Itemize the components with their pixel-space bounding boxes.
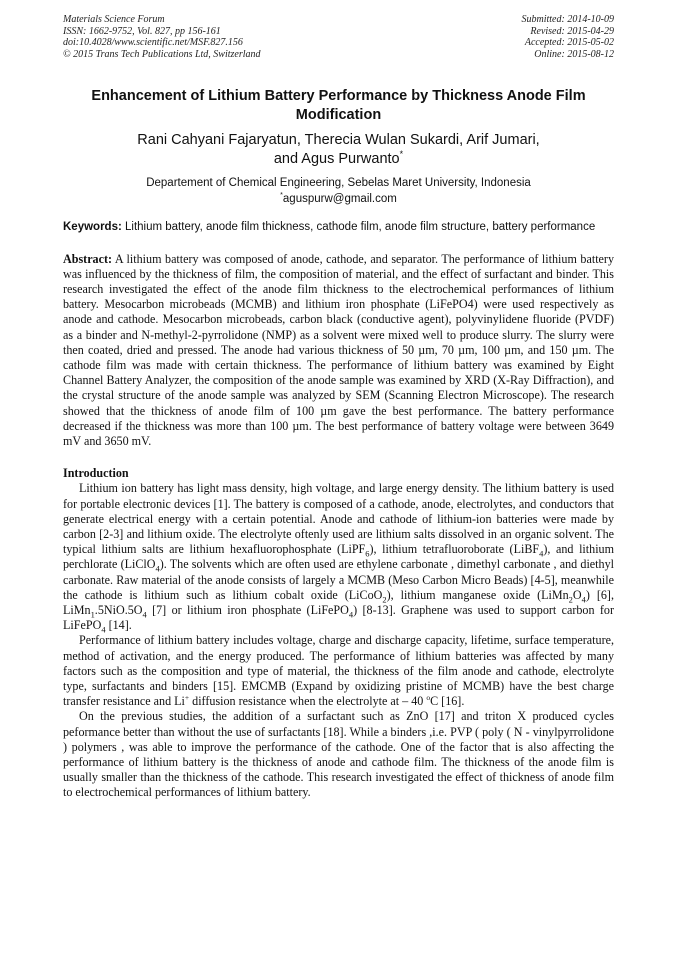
journal-name: Materials Science Forum bbox=[63, 14, 165, 25]
p1-sub-8: 4 bbox=[142, 609, 147, 620]
p1-text-11: [14]. bbox=[105, 618, 132, 633]
authors-line-1: Rani Cahyani Fajaryatun, Therecia Wulan Sukardi, Arif Jumari, bbox=[137, 132, 540, 148]
abstract bbox=[63, 252, 614, 450]
journal-issn: ISSN: 1662-9752, Vol. 827, pp 156-161 bbox=[63, 25, 221, 37]
keywords bbox=[63, 220, 614, 236]
p2-text-1: Performance of lithium battery includes voltage, charge and discharge capacity, lifetime, surface temperature, method of activation, and the energy produced. The performance of lithium batteries was affected by many factors such as the composition and type of material, the thickness of the film anode and cathode, electrolyte type, surfactants and binders [15]. EMCMB (Expand by oxidizing pristine of MCMB) have the best charge transfer resistance and Li bbox=[63, 633, 614, 709]
introduction-body bbox=[63, 481, 614, 800]
p1-sub-3: 4 bbox=[155, 563, 160, 574]
p1-text-3: ), and lithium perchlorate (LiClO bbox=[63, 542, 615, 572]
p1-text-6: O bbox=[572, 587, 582, 602]
journal-doi: doi:10.4028/www.scientific.net/MSF.827.156 bbox=[63, 37, 243, 48]
abstract-text: A lithium battery was composed of anode, cathode, and separator. The performance of lithium battery was influenced by the thickness of film, the composition of material, and the effect of surfactant and binder. This research investigated the effect of the anode film thickness to the electrochemical performances of lithium battery. Mesocarbon microbeads (MCMB) and lithium iron phosphate (LiFePO4) were used respectively as anode and cathode. Mesocarbon microbeads, carbon black (conductive agent), polyvinylidene fluoride (PVDF) as a binder and N-methyl-2-pyrrolidone (NMP) as a solvent were mixed well to produce slurry. The slurry were then coated, dried and pressed. The anode had various thickness of 50 µm, 70 µm, 100 µm, and 150 µm. The cathode film was made with certain thickness. The performance of lithium battery was examined by Eight Channel Battery Analyzer, the composition of the anode sample was examined by XRD (X-Ray Diffraction), and the crystal structure of the anode sample was analyzed by SEM (Scanning Electron Microscope). The research showed that the thickness of anode film of 100 µm gave the best performance. The battery performance decreased if the thickness was more than 100 µm. The best performance of battery voltage were between 3649 mV and 3650 mV. bbox=[63, 251, 614, 448]
date-revised: Revised: 2015-04-29 bbox=[530, 25, 614, 37]
p1-sub-5: 2 bbox=[568, 594, 573, 605]
keywords-text: Lithium battery, anode film thickness, cathode film, anode film structure, battery performance bbox=[125, 221, 596, 233]
authors-line-2-text: and Agus Purwanto bbox=[273, 151, 400, 167]
journal-info bbox=[63, 14, 261, 60]
p1-text-8: .5NiO.5O bbox=[94, 602, 143, 617]
introduction-heading: Introduction bbox=[63, 466, 129, 481]
abstract-label: Abstract: bbox=[63, 251, 113, 266]
p1-sub-10: 4 bbox=[101, 624, 106, 635]
p2-text-3: C [16]. bbox=[430, 694, 465, 709]
date-accepted: Accepted: 2015-05-02 bbox=[524, 37, 614, 48]
paper-title: Enhancement of Lithium Battery Performance by Thickness Anode Film Modification bbox=[91, 88, 586, 123]
email-address: aguspurw@gmail.com bbox=[282, 192, 397, 205]
p1-text-5: ), lithium manganese oxide (LiMn bbox=[386, 587, 569, 602]
p1-text-10: ) [8-13]. Graphene was used to support carbon for LiFePO bbox=[63, 602, 614, 633]
affiliation bbox=[63, 176, 614, 207]
paper-page bbox=[63, 14, 614, 801]
p1-sub-2: 4 bbox=[539, 548, 544, 559]
intro-paragraph-3: On the previous studies, the addition of a surfactant such as ZnO [17] and triton X produced cycles peformance better than without the use of surfactants [18]. While a binders ,i.e. PVP ( poly ( N - vinylpyrrolidone ) polymers , was able to improve the performance of the cathode. One of the factor that is also affecting the performance of lithium battery is the thickness of anode and cathode film. The thickness of the anode film is usually smaller than the thickness of the cathode. This research investigated the effect of thickness of anode film to electrochemical performances of lithium battery. bbox=[63, 709, 614, 800]
email-mark: * bbox=[280, 190, 283, 199]
p1-text-7: ) [6], LiMn bbox=[63, 587, 614, 617]
affiliation-dept: Departement of Chemical Engineering, Sebelas Maret University, Indonesia bbox=[146, 177, 531, 189]
p2-sup-1: + bbox=[184, 693, 190, 703]
p1-text-4: ). The solvents which are often used are ethylene carbonate , dimethyl carbonate , and diethyl carbonate. Raw material of the anode consists of largely a MCMB (Meso Carbon Micro Beads) [4-5], meanwhile the cathode is lithium such as lithium cobalt oxide (LiCoO bbox=[63, 557, 614, 602]
journal-header bbox=[63, 14, 614, 60]
p1-sub-4: 2 bbox=[382, 594, 387, 605]
p1-text-1: Lithium ion battery has light mass density, high voltage, and large energy density. The lithium battery is used for portable electronic devices [1]. The battery is composed of a cathode, anode, electrolytes, and conductors that generate electrical energy with a certain potential. Anode and cathode of lithium-ion batteries were made by carbon [2-3] and lithium oxide. The electrolyte oftenly used are lithium salts dissolved in an organic solvent. The typical lithium salts are lithium hexafluorophosphate (LiPF bbox=[63, 481, 614, 557]
intro-paragraph-1 bbox=[63, 481, 614, 633]
intro-paragraph-2 bbox=[63, 633, 614, 709]
author-list bbox=[63, 131, 614, 169]
p1-sub-7: 1 bbox=[90, 609, 95, 620]
p1-sub-1: 6 bbox=[365, 548, 370, 559]
p1-text-9: [7] or lithium iron phosphate (LiFePO bbox=[146, 602, 349, 617]
corresponding-email bbox=[63, 192, 614, 208]
submission-dates bbox=[522, 14, 615, 60]
p1-sub-6: 4 bbox=[581, 594, 586, 605]
p2-text-2: diffusion resistance when the electrolyte at – 40 bbox=[189, 694, 427, 709]
authors-line-2 bbox=[63, 150, 614, 169]
p1-sub-9: 4 bbox=[348, 609, 354, 620]
p2-sup-2: o bbox=[426, 693, 431, 703]
keywords-label: Keywords: bbox=[63, 221, 122, 233]
corresponding-mark: * bbox=[399, 149, 404, 160]
journal-copyright: © 2015 Trans Tech Publications Ltd, Switzerland bbox=[63, 48, 261, 60]
p1-text-2: ), lithium tetrafluoroborate (LiBF bbox=[369, 542, 540, 557]
date-online: Online: 2015-08-12 bbox=[534, 48, 614, 60]
date-submitted: Submitted: 2014-10-09 bbox=[521, 14, 614, 25]
